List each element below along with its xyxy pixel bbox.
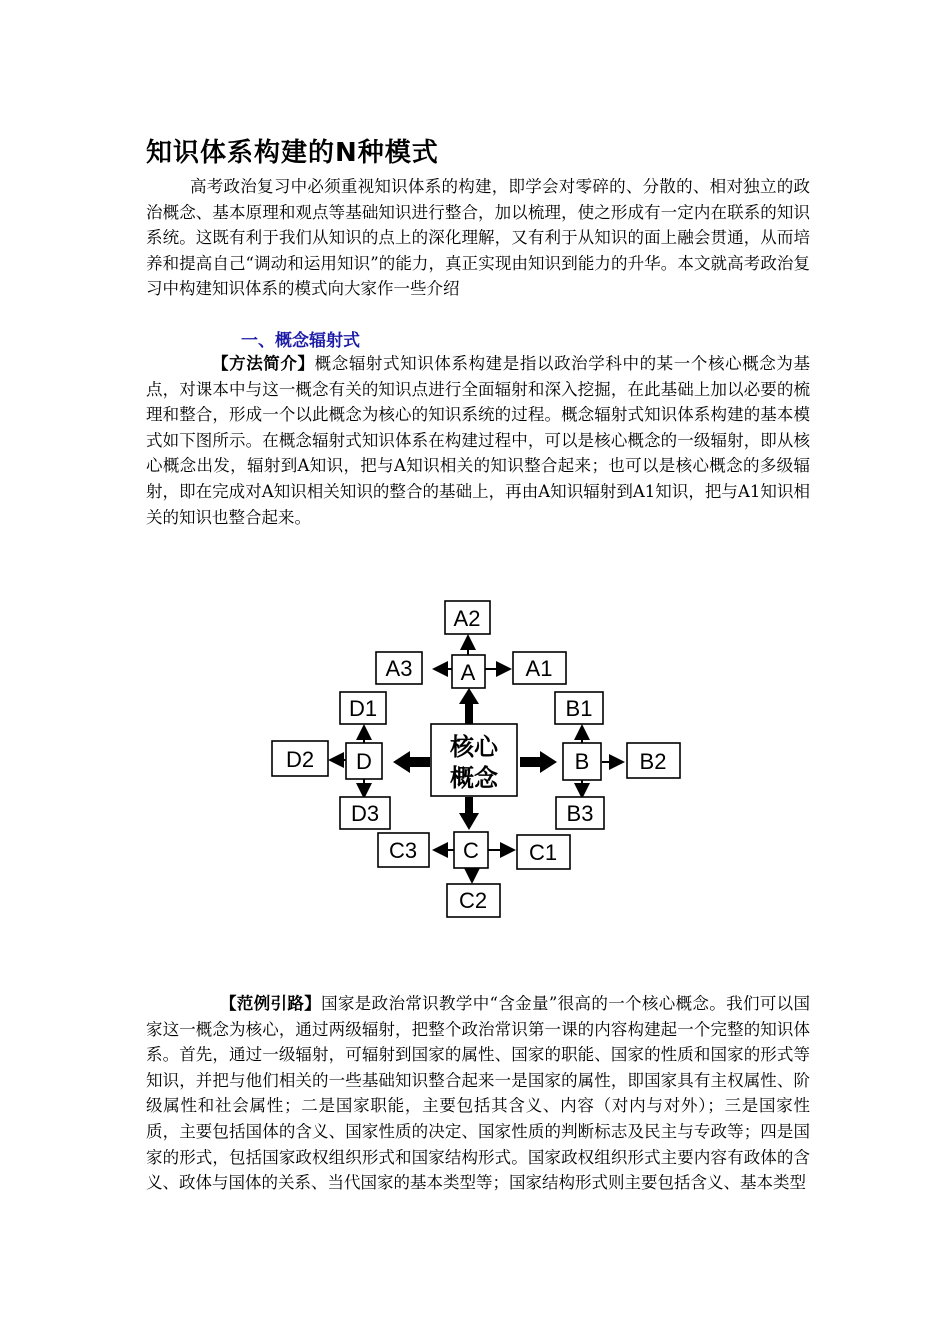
- node-d1-label: D1: [348, 696, 378, 721]
- node-a-label: A: [460, 660, 476, 685]
- document-title: 知识体系构建的N种模式: [146, 138, 439, 168]
- node-b3-label: B3: [566, 801, 594, 826]
- node-a2-label: A2: [453, 606, 481, 631]
- node-b-label: B: [574, 749, 590, 774]
- example-paragraph: [146, 991, 810, 1196]
- core-label-line2: 概念: [450, 764, 498, 792]
- node-a1-label: A1: [525, 656, 553, 681]
- method-tag: 【方法简介】: [212, 354, 315, 373]
- method-paragraph: [146, 351, 810, 530]
- node-b1-label: B1: [565, 696, 593, 721]
- node-c2-label: C2: [458, 888, 488, 913]
- concept-radiation-diagram: [270, 598, 690, 924]
- node-c3-label: C3: [388, 838, 418, 863]
- example-tag: 【范例引路】: [220, 994, 322, 1013]
- example-text: 国家是政治常识教学中“含金量”很高的一个核心概念。我们可以国家这一概念为核心，通过两级辐射，把整个政治常识第一课的内容构建起一个完整的知识体系。首先，通过一级辐射，可辐射到国家的属性、国家的职能、国家的性质和国家的形式等知识，并把与他们相关的一些基础知识整合起来一是国家的属性，即国家具有主权属性、阶级属性和社会属性；二是国家职能，主要包括其含义、内容（对内与对外）；三是国家性质，主要包括国体的含义、国家性质的决定、国家性质的判断标志及民主与专政等；四是国家的形式，包括国家政权组织形式和国家结构形式。国家政权组织形式主要内容有政体的含义、政体与国体的关系、当代国家的基本类型等；国家结构形式则主要包括含义、基本类型: [146, 994, 811, 1193]
- method-text: 概念辐射式知识体系构建是指以政治学科中的某一个核心概念为基点，对课本中与这一概念有关的知识点进行全面辐射和深入挖掘，在此基础上加以必要的梳理和整合，形成一个以此概念为核心的知识系统的过程。概念辐射式知识体系构建的基本模式如下图所示。在概念辐射式知识体系在构建过程中，可以是核心概念的一级辐射，即从核心概念出发，辐射到A知识，把与A知识相关的知识整合起来；也可以是核心概念的多级辐射，即在完成对A知识相关知识的整合的基础上，再由A知识辐射到A1知识，把与A1知识相关的知识也整合起来。: [146, 354, 811, 527]
- node-b2-label: B2: [639, 749, 667, 774]
- intro-paragraph: 高考政治复习中必须重视知识体系的构建，即学会对零碎的、分散的、相对独立的政治概念、基本原理和观点等基础知识进行整合，加以梳理，使之形成有一定内在联系的知识系统。这既有利于我们从知识的点上的深化理解，又有利于从知识的面上融会贯通，从而培养和提高自己“调动和运用知识”的能力，真正实现由知识到能力的升华。本文就高考政治复习中构建知识体系的模式向大家作一些介绍: [146, 177, 810, 299]
- node-c1-label: C1: [528, 840, 558, 865]
- node-d-label: D: [356, 749, 372, 774]
- node-a3-label: A3: [385, 656, 413, 681]
- core-label-line1: 核心: [450, 733, 498, 761]
- section-heading: 一、概念辐射式: [241, 331, 360, 351]
- node-d2-label: D2: [285, 747, 315, 772]
- node-c-label: C: [463, 838, 479, 863]
- node-d3-label: D3: [350, 801, 380, 826]
